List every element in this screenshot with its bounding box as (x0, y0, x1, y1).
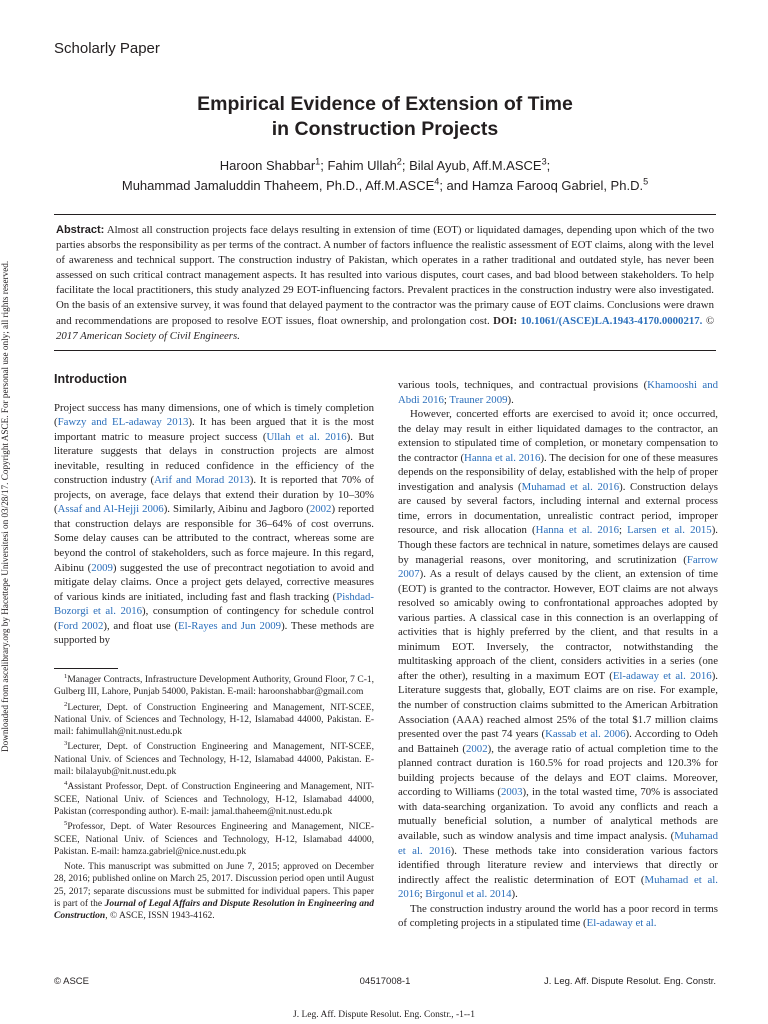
author-name: Haroon Shabbar (219, 158, 316, 173)
body-text: ). These methods are supported by (54, 619, 374, 647)
abstract-body (56, 223, 714, 344)
body-text: ). Literature suggests that, globally, EOT claims are on rise. For example, the number of construction claims submitted to the American Arbitration Association (AAA) reached almost 25% of the total $1.7 million claims presented over the past 74 years ( (398, 669, 718, 741)
body-text: ). As a result of delays caused by the client, an extension of time (EOT) is granted to the contractor. However, EOT claims are not always resolved so amicably owing to confrontational approaches adopted by various parties. A classical case in this connection is an overlapping of activities that is highly preferred by the client, and that results in a minimum EOT. Inversely, the contractor, notwithstanding the multitasking approach of the client, considers activities in a series (one after the other), resulting in a maximum EOT ( (398, 568, 718, 682)
author-name: ; Fahim Ullah (320, 158, 397, 173)
citation-link[interactable]: Khamooshi and Abdi 2016 (398, 379, 718, 406)
citation-link[interactable]: Ford 2002 (57, 619, 104, 632)
citation-link[interactable]: Muhamad et al. 2016 (398, 873, 718, 901)
footnote-marker: 3 (64, 740, 68, 748)
citation-link[interactable]: El-adaway et al. 2016 (612, 669, 712, 682)
citation-link[interactable]: El-Rayes and Jun 2009 (178, 619, 282, 632)
author-footnote (54, 781, 374, 818)
note-end: , © ASCE, ISSN 1943-4162. (105, 911, 215, 922)
right-column (398, 378, 718, 931)
citation-link[interactable]: 2003 (500, 786, 523, 799)
author-name: ; and Hamza Farooq Gabriel, Ph.D. (439, 178, 644, 193)
body-text: The construction industry around the world has a poor record in terms of completing projects in a stipulated time ( (398, 902, 718, 930)
citation-link[interactable]: Muhamad et al. 2016 (521, 480, 620, 493)
body-text: ; (619, 524, 628, 537)
footnote-text: Manager Contracts, Infrastructure Development Authority, Ground Floor, 7 C-1, Gulberg III, Lahore, Punjab 54000, Pakistan. E-mail: haroonshabbar@gmail.com (54, 675, 374, 698)
footer-journal: J. Leg. Aff. Dispute Resolut. Eng. Constr. (544, 976, 716, 987)
citation-link[interactable]: Muhamad et al. 2016 (398, 829, 718, 857)
body-text: ). (511, 888, 518, 901)
author-list (54, 156, 716, 196)
body-paragraph (54, 401, 374, 648)
body-text: ). These methods take into consideration various factors identified through literature review and interviews that directly or indirectly affect the realistic determination of EOT ( (398, 844, 718, 886)
citation-link[interactable]: Hanna et al. 2016 (464, 451, 541, 464)
citation-link[interactable]: Assaf and Al-Hejji 2006 (57, 503, 164, 516)
citation-link[interactable]: Kassab et al. 2006 (545, 728, 626, 741)
footnotes (54, 674, 374, 926)
author-affil-marker: 2 (396, 156, 402, 167)
footnote-text: Professor, Dept. of Water Resources Engineering and Management, NICE-SCEE, National Univ. of Sciences and Technology, H-12, Islamabad 44000, Pakistan. E-mail: hamza.gabriel@nice.nust.edu.pk (54, 822, 374, 857)
body-text: ), the average ratio of actual completion time to the planned contract duration is 160.5% for road projects and 120.3% for building projects because of the delays and EOT claims. Moreover, according to Williams ( (398, 742, 718, 799)
title-line-2: in Construction Projects (271, 118, 499, 140)
body-text: ), and float use ( (103, 619, 179, 632)
author-footnote (54, 674, 374, 699)
section-heading-introduction: Introduction (54, 372, 127, 386)
body-text: ). Though these factors are technical in nature, sometimes delays are caused by managerial reasons, over monitoring, and scrutinization ( (398, 524, 718, 566)
citation-link[interactable]: 2002 (466, 742, 488, 755)
citation-link[interactable]: 2009 (91, 561, 113, 574)
body-text: ). Similarly, Aibinu and Jagboro ( (163, 503, 310, 516)
paper-title (54, 92, 716, 142)
citation-link[interactable]: El-adaway et al. (586, 917, 657, 930)
author-name: ; Bilal Ayub, Aff.M.ASCE (401, 158, 542, 173)
body-text: However, concerted efforts are exercised to avoid it; once occurred, the delay may result in either liquidated damages to the contractor, an extension to stipulated time of completion, or monetary compensation to the contractor ( (398, 408, 718, 464)
body-text: ). It is reported that 70% of projects, on average, face delays that extend their duration by 10–30% ( (54, 474, 375, 516)
citation-link[interactable]: Larsen et al. 2015 (627, 524, 712, 537)
footnote-marker: 2 (64, 700, 68, 708)
body-text: ). The decision for one of these measures depends on the responsibility of delay, established with the help of proper investigation and analysis ( (398, 451, 718, 493)
footnote-text: Assistant Professor, Dept. of Construction Engineering and Management, NIT-SCEE, National Univ. of Sciences and Technology, H-12, Islamabad 44000, Pakistan (corresponding author). E-mail: jamal.thaheem@nit.nust.edu.pk (54, 782, 374, 817)
citation-link[interactable]: Pishdad-Bozorgi et al. 2016 (54, 590, 374, 618)
abstract-section (54, 214, 716, 351)
abstract-copyright: © 2017 American Society of Civil Engineers. (56, 314, 714, 342)
author-separator: ; (546, 158, 551, 173)
body-text: ; (443, 393, 450, 406)
citation-link[interactable]: Farrow 2007 (398, 553, 718, 581)
title-line-1: Empirical Evidence of Extension of Time (197, 93, 573, 115)
body-text: ). According to Odeh and Battaineh ( (398, 728, 718, 755)
author-name: Muhammad Jamaluddin Thaheem, Ph.D., Aff.M.ASCE (121, 178, 435, 193)
abstract-text: Almost all construction projects face delays resulting in extension of time (EOT) or liquidated damages, depending upon which of the two parties absorbs the responsibility as per terms of the contract. A number of factors influence the realistic assessment of EOT claims, along with the level of awareness and technical support. The construction industry of Pakistan, which operates in a rather traditional and outdated style, has never been assessed on such critical contract management aspects. It has resulted into various disputes, court cases, and bad blood between stakeholders. To help facilitate the local practitioners, this study analyzed 29 EOT-influencing factors. Prevalent practices in the construction industry were also investigated. On the basis of an extensive survey, it was found that delayed payment to the contractor was the primary cause of EOT claims. Conclusions were drawn and recommendations are proposed to resolve EOT issues, float ownership, and prolongation cost. (56, 224, 714, 327)
citation-link[interactable]: Trauner 2009 (449, 393, 508, 406)
footnote-marker: 1 (64, 672, 68, 680)
citation-link[interactable]: Ullah et al. 2016 (266, 430, 347, 443)
body-paragraph (398, 407, 718, 902)
left-column (54, 372, 374, 648)
manuscript-note (54, 861, 374, 922)
body-text: ), in the total wasted time, 70% is associated with data-searching organization. To avoid any conflicts and reach a mutually beneficial solution, a number of analytical methods are available, such as window analysis and time impact analysis. ( (398, 786, 718, 842)
body-paragraph (398, 378, 718, 407)
footnote-marker: 5 (64, 820, 68, 828)
body-text: ). But literature suggests that delays in construction projects are almost inevitable, resulting in reduced confidence in the efficiency of the construction industry ( (54, 430, 375, 487)
body-text: ) reported that construction delays are responsible for 36–64% of cost overruns. Some delay causes can be attributed to the contract, whereas some are beyond the control of stakeholders, such as force majeure. In this regard, Aibinu ( (54, 503, 374, 574)
author-affil-marker: 4 (434, 176, 440, 187)
doi-link[interactable]: 10.1061/(ASCE)LA.1943-4170.0000217. (517, 314, 703, 327)
body-text: ) suggested the use of precontract negotiation to avoid and mitigate delay claims. Once a project gets delayed, corrective measures of various kinds are initiated, including fast and flash tracking ( (54, 561, 374, 603)
footer-copyright: © ASCE (54, 976, 89, 987)
body-text: Project success has many dimensions, one of which is timely completion ( (54, 401, 374, 429)
author-affil-marker: 1 (315, 156, 321, 167)
citation-link[interactable]: 2002 (309, 503, 332, 516)
author-footnote (54, 741, 374, 778)
citation-link[interactable]: Fawzy and EL-adaway 2013 (57, 416, 189, 429)
citation-link[interactable]: Arif and Morad 2013 (154, 474, 250, 487)
body-text: ; (419, 888, 426, 901)
footnote-rule (54, 668, 118, 669)
citation-link[interactable]: Hanna et al. 2016 (535, 524, 620, 537)
footnote-text: Lecturer, Dept. of Construction Engineering and Management, NIT-SCEE, National Univ. of Sciences and Technology, H-12, Islamabad 44000, Pakistan. E-mail: bilalayub@nit.nust.edu.pk (54, 742, 374, 778)
doi-label: DOI: (493, 314, 518, 327)
download-notice: Downloaded from ascelibrary.org by Hacettepe Universitesi on 03/28/17. Copyright ASCE. For personal use only; all rights reserved. (0, 260, 10, 752)
author-footnote (54, 702, 374, 739)
author-line-2 (54, 176, 716, 196)
body-paragraph (398, 902, 718, 931)
body-text: ), consumption of contingency for schedule control ( (54, 605, 374, 632)
note-text: Note. This manuscript was submitted on June 7, 2015; approved on December 28, 2016; published online on March 25, 2017. Discussion period open until August 25, 2017; separate discussions must be submitted for individual papers. This paper is part of the (54, 862, 374, 910)
footer-article-number: 04517008-1 (359, 976, 411, 987)
body-text: ). Construction delays are caused by several factors, including internal and external process time, errors in documentation, unrealistic contract period, improper resource, and risk allocation ( (398, 480, 718, 537)
footnote-text: Lecturer, Dept. of Construction Engineering and Management, NIT-SCEE, National Univ. of Sciences and Technology, H-12, Islamabad 44000, Pakistan. E-mail: fahimullah@nit.nust.edu.pk (54, 702, 374, 738)
body-text: various tools, techniques, and contractual provisions ( (398, 379, 648, 391)
author-footnote (54, 821, 374, 858)
article-type-label: Scholarly Paper (54, 40, 160, 57)
citation-link[interactable]: Birgonul et al. 2014 (425, 888, 512, 901)
body-text: ). It has been argued that it is the most important matric to measure project success ( (54, 416, 375, 443)
author-line-1 (54, 156, 716, 176)
abstract-label: Abstract: (56, 224, 105, 236)
footnote-marker: 4 (64, 780, 68, 788)
body-text: ). (507, 393, 514, 406)
author-affil-marker: 5 (643, 176, 649, 187)
author-affil-marker: 3 (541, 156, 547, 167)
journal-name: Journal of Legal Affairs and Dispute Resolution in Engineering and Construction (54, 899, 374, 922)
citation-line: J. Leg. Aff. Dispute Resolut. Eng. Constr., -1--1 (293, 1010, 475, 1020)
